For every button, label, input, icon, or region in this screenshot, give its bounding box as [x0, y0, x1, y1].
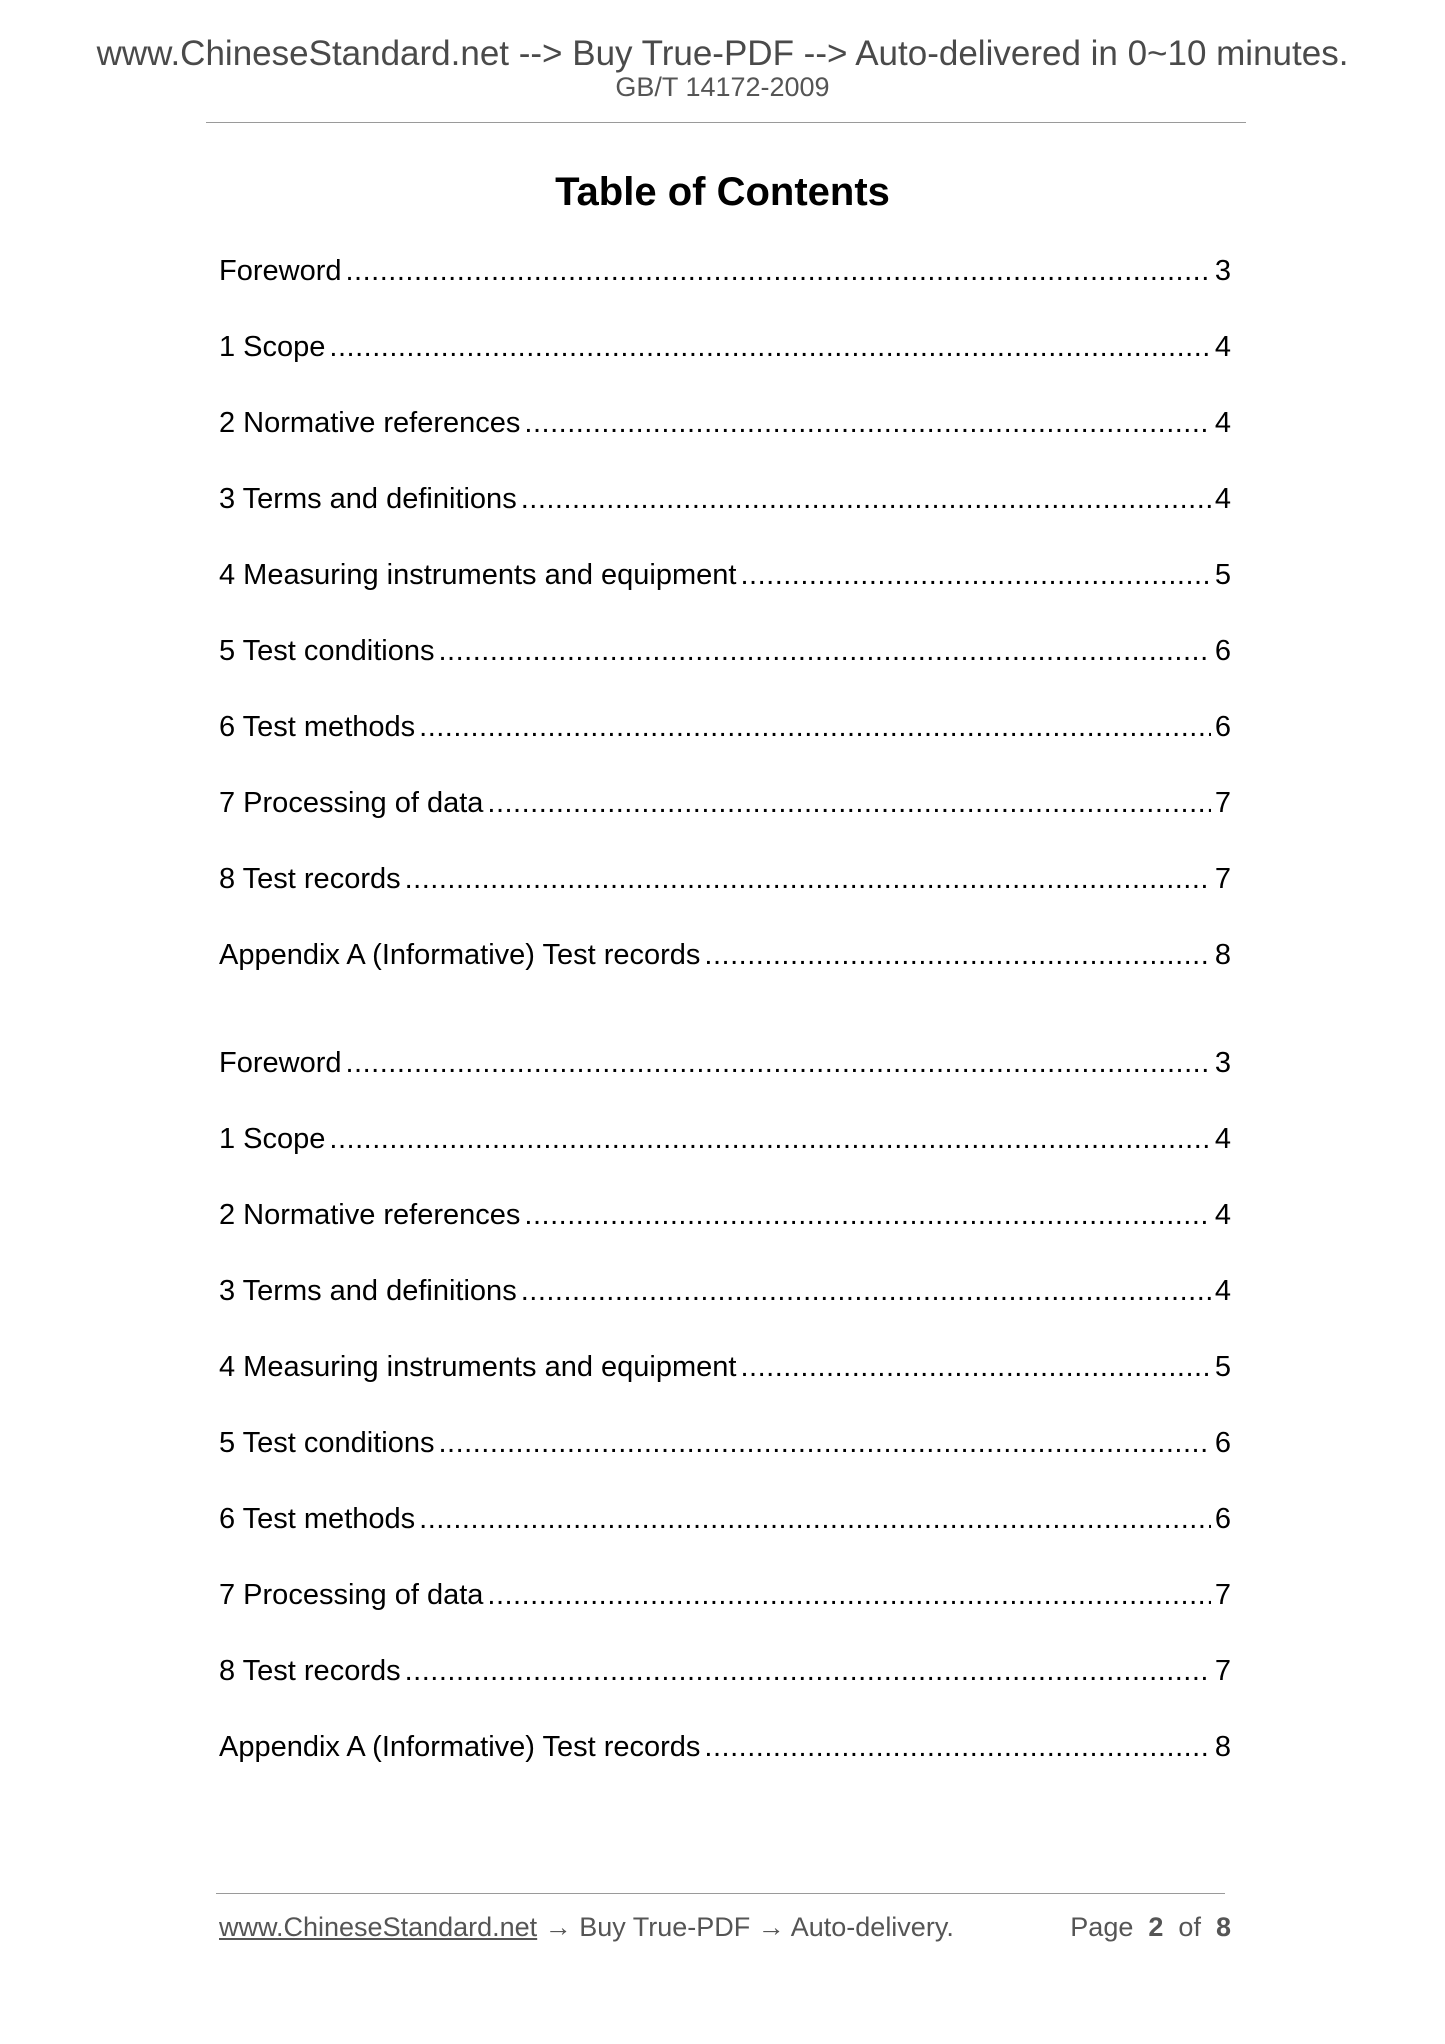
toc-entry-normative-references[interactable] — [219, 1199, 1231, 1275]
toc-entry-test-records[interactable] — [219, 1655, 1231, 1731]
toc-entry-test-methods[interactable] — [219, 711, 1231, 787]
toc-entry-page: 7 — [1214, 1579, 1231, 1611]
total-pages-number: 8 — [1215, 1912, 1231, 1942]
dot-leader — [346, 1047, 1211, 1079]
toc-entry-label: Foreword — [219, 255, 342, 287]
page-title: Table of Contents — [555, 170, 890, 214]
toc-entry-page: 7 — [1214, 787, 1231, 819]
dot-leader — [405, 1655, 1211, 1687]
dot-leader — [419, 1503, 1211, 1535]
header-banner: www.ChineseStandard.net --> Buy True-PDF --> Auto-delivered in 0~10 minutes. — [96, 34, 1349, 73]
toc-entry-label: 5 Test conditions — [219, 1427, 435, 1459]
toc-entry-page: 6 — [1214, 635, 1231, 667]
toc-entry-page: 4 — [1214, 1123, 1231, 1155]
toc-entry-page: 4 — [1214, 1275, 1231, 1307]
toc-entry-page: 5 — [1214, 1351, 1231, 1383]
toc-entry-page: 4 — [1214, 1199, 1231, 1231]
toc-entry-label: 4 Measuring instruments and equipment — [219, 559, 737, 591]
toc-entry-page: 6 — [1214, 1503, 1231, 1535]
toc-entry-label: 6 Test methods — [219, 1503, 416, 1535]
toc-entry-label: 6 Test methods — [219, 711, 416, 743]
toc-entry-page: 6 — [1214, 711, 1231, 743]
toc-entry-label: Appendix A (Informative) Test records — [219, 939, 701, 971]
toc-entry-label: 3 Terms and definitions — [219, 1275, 517, 1307]
toc-entry-processing-data[interactable] — [219, 1579, 1231, 1655]
page-indicator — [1070, 1914, 1231, 1941]
toc-entry-label: Appendix A (Informative) Test records — [219, 1731, 701, 1763]
toc-entry-page: 3 — [1214, 255, 1231, 287]
toc-entry-foreword[interactable] — [219, 255, 1231, 331]
dot-leader — [521, 483, 1211, 515]
toc-entry-scope[interactable] — [219, 1123, 1231, 1199]
toc-entry-label: 1 Scope — [219, 331, 326, 363]
toc-entry-terms-definitions[interactable] — [219, 483, 1231, 559]
toc-entry-label: 5 Test conditions — [219, 635, 435, 667]
toc-entry-appendix-a[interactable] — [219, 1731, 1231, 1807]
toc-entry-label: 8 Test records — [219, 863, 401, 895]
footer-divider — [216, 1893, 1225, 1894]
dot-leader — [419, 711, 1211, 743]
toc-entry-processing-data[interactable] — [219, 787, 1231, 863]
toc-entry-label: 7 Processing of data — [219, 1579, 484, 1611]
footer-tagline: → Buy True-PDF → Auto-delivery. — [537, 1912, 954, 1942]
dot-leader — [704, 939, 1210, 971]
toc-entry-page: 5 — [1214, 559, 1231, 591]
toc-block-spacer — [219, 1015, 1231, 1047]
toc-entry-scope[interactable] — [219, 331, 1231, 407]
dot-leader — [329, 1123, 1210, 1155]
dot-leader — [487, 787, 1210, 819]
toc-entry-page: 4 — [1214, 331, 1231, 363]
toc-entry-test-records[interactable] — [219, 863, 1231, 939]
of-word: of — [1178, 1912, 1201, 1942]
toc-entry-appendix-a[interactable] — [219, 939, 1231, 1015]
toc-entry-label: 8 Test records — [219, 1655, 401, 1687]
footer-promo — [219, 1914, 954, 1941]
toc-entry-page: 7 — [1214, 1655, 1231, 1687]
toc-entry-label: 2 Normative references — [219, 407, 521, 439]
toc-entry-page: 4 — [1214, 483, 1231, 515]
toc-entry-label: 2 Normative references — [219, 1199, 521, 1231]
toc-entry-terms-definitions[interactable] — [219, 1275, 1231, 1351]
toc-entry-test-conditions[interactable] — [219, 635, 1231, 711]
toc-entry-test-methods[interactable] — [219, 1503, 1231, 1579]
website-link[interactable]: www.ChineseStandard.net — [219, 1912, 538, 1942]
toc-entry-normative-references[interactable] — [219, 407, 1231, 483]
toc-entry-page: 3 — [1214, 1047, 1231, 1079]
dot-leader — [439, 1427, 1211, 1459]
toc-entry-label: 1 Scope — [219, 1123, 326, 1155]
dot-leader — [405, 863, 1211, 895]
dot-leader — [524, 407, 1210, 439]
toc-entry-page: 8 — [1214, 939, 1231, 971]
toc-entry-measuring-instruments[interactable] — [219, 1351, 1231, 1427]
document-code: GB/T 14172-2009 — [615, 72, 830, 102]
toc-entry-page: 8 — [1214, 1731, 1231, 1763]
current-page-number: 2 — [1148, 1912, 1164, 1942]
dot-leader — [740, 559, 1210, 591]
dot-leader — [521, 1275, 1211, 1307]
toc-entry-page: 7 — [1214, 863, 1231, 895]
toc-entry-foreword[interactable] — [219, 1047, 1231, 1123]
toc-entry-label: 7 Processing of data — [219, 787, 484, 819]
toc-entry-test-conditions[interactable] — [219, 1427, 1231, 1503]
dot-leader — [487, 1579, 1210, 1611]
dot-leader — [439, 635, 1211, 667]
dot-leader — [740, 1351, 1210, 1383]
dot-leader — [524, 1199, 1210, 1231]
header-divider — [206, 122, 1246, 123]
table-of-contents — [219, 255, 1231, 1807]
toc-entry-page: 4 — [1214, 407, 1231, 439]
toc-entry-label: 4 Measuring instruments and equipment — [219, 1351, 737, 1383]
dot-leader — [329, 331, 1210, 363]
toc-entry-page: 6 — [1214, 1427, 1231, 1459]
toc-entry-measuring-instruments[interactable] — [219, 559, 1231, 635]
dot-leader — [704, 1731, 1210, 1763]
toc-entry-label: Foreword — [219, 1047, 342, 1079]
toc-entry-label: 3 Terms and definitions — [219, 483, 517, 515]
page-word: Page — [1070, 1912, 1134, 1942]
dot-leader — [346, 255, 1211, 287]
